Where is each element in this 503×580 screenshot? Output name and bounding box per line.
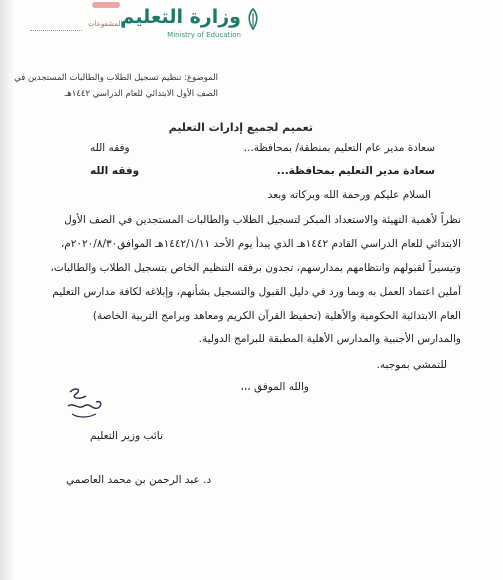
handwritten-signature [62,384,108,424]
body-line-4: آملين اعتماد العمل به وبما ورد في دليل القبول والتسجيل بشأنهم، وإبلاغه لكافة مدارس التعليم [52,286,461,298]
addressee-2: سعادة مدير التعليم بمحافظة... [276,165,435,177]
subject-line-1: الموضوع: تنظيم تسجيل الطلاب والطالبات المستجدين في [14,73,218,83]
body-line-1: نظراً لأهمية التهيئة والاستعداد المبكر لتسجيل الطلاب والطالبات المستجدين في الصف الأول [64,214,461,226]
attachments-label: المشفوعات [88,20,123,28]
ministry-name: وزارة التعليم [120,6,241,28]
subject-line-2: الصف الأول الابتدائي للعام الدراسي ١٤٤٢هـ [64,89,218,99]
addressee-2-closing: وفقه الله [90,165,140,177]
memo-title: تعميم لجميع إدارات التعليم [168,121,313,134]
addressee-1-closing: وفقه الله [90,142,130,154]
ministry-logo-icon [244,8,262,30]
greeting: السلام عليكم ورحمة الله وبركاته وبعد [267,189,431,201]
page-edge-shadow [0,0,14,580]
closing-formula: والله الموفق ،،، [240,381,309,393]
ministry-name-en: Ministry of Education [167,31,241,39]
signatory-position: نائب وزير التعليم [90,430,163,442]
body-line-6: والمدارس الأجنبية والمدارس الأهلية المطبقة للبرامج الدولية. [198,333,461,345]
body-line-3: وتيسيراً لقبولهم وانتظامهم بمدارسهم، تجدون برفقه التنظيم الخاص بتسجيل الطلاب والطالبات، [50,262,461,274]
signatory-name: د. عبد الرحمن بن محمد العاصمي [66,474,212,486]
instruction: للتمشي بموجبه. [376,359,447,371]
header-mark [92,2,120,8]
body-line-2: الابتدائي للعام الدراسي القادم ١٤٤٢هـ الذي يبدأ يوم الأحد ١٤٤٢/١/١١هـ الموافق٢٠٢٠/٨/٣٠م، [60,238,461,250]
attachments-dotted-line [30,30,82,31]
body-line-5: العام الابتدائية الحكومية والأهلية (تحفيظ القرآن الكريم ومعاهد وبرامج التربية الخاصة) [92,310,461,322]
addressee-1: سعادة مدير عام التعليم بمنطقة/ بمحافظة... [243,142,435,154]
